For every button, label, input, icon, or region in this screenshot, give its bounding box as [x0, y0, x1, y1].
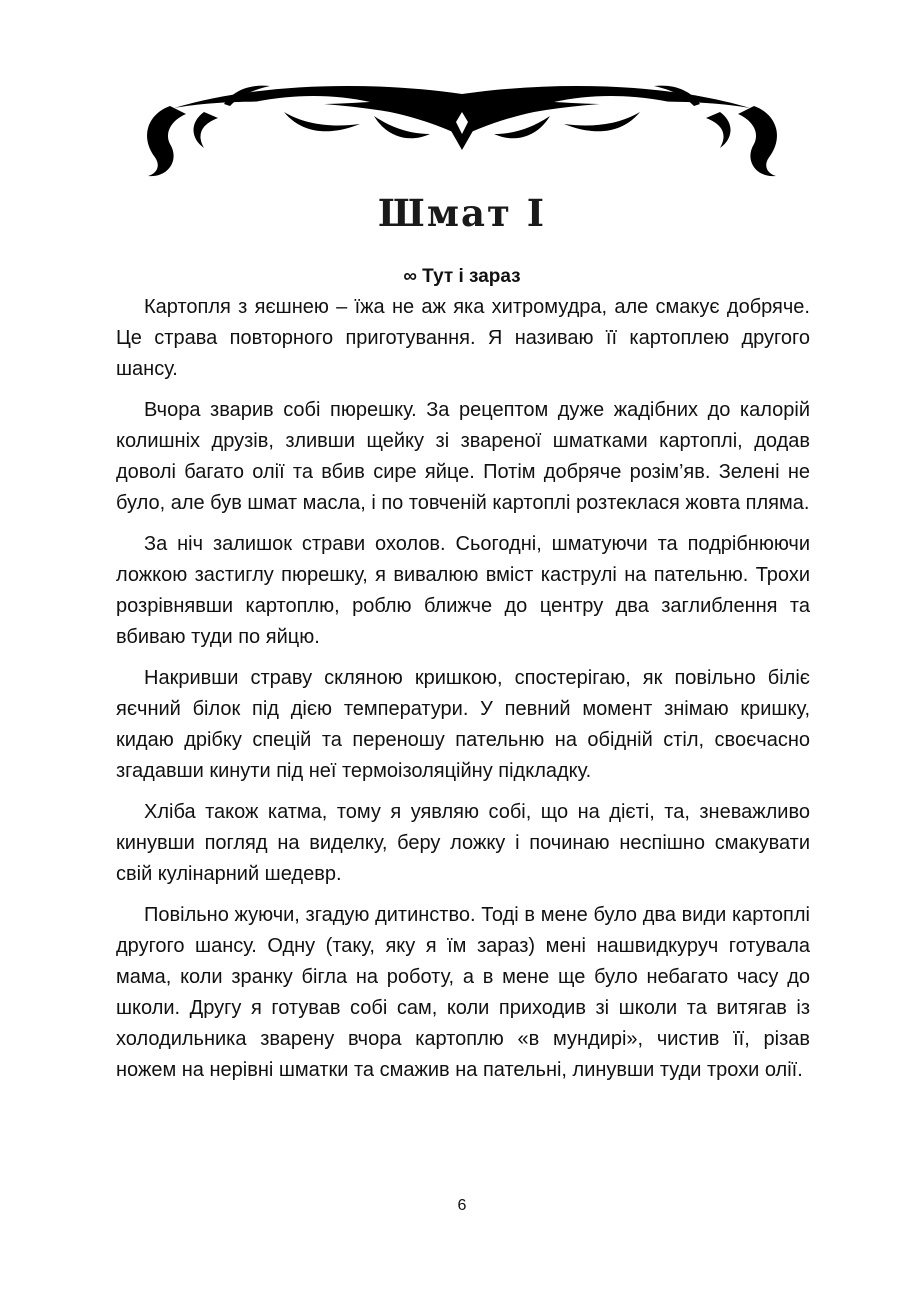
- chapter-title: Шмат I: [377, 191, 547, 235]
- section-heading: ∞ Тут і зараз: [403, 266, 521, 287]
- page-number: 6: [457, 1197, 467, 1214]
- paragraph: Накривши страву скляною кришкою, спостерігаю, як повільно біліє яєчний білок під дією температури. У певний момент знімаю кришку, кидаю дрібку спецій та переношу пательню на обідній стіл, своєчасно згадавши кинути під неї термоізоляційну підкладку.: [116, 667, 810, 782]
- tribal-header-ornament-icon: [134, 78, 790, 178]
- paragraph: Повільно жуючи, згадую дитинство. Тоді в мене було два види картоплі другого шансу. Одну (таку, яку я їм зараз) мені нашвидкуруч готувала мама, коли зранку бігла на роботу, а в мене ще було небагато часу до школи. Другу я готував собі сам, коли приходив зі школи та витягав із холодильника зварену вчора картоплю «в мундирі», чистив її, різав ножем на нерівні шматки та смажив на пательні, линувши туди трохи олії.: [116, 904, 810, 1081]
- body-text: [116, 292, 810, 1096]
- paragraph: Хліба також катма, тому я уявляю собі, що на дієті, та, зневажливо кинувши погляд на виделку, беру ложку і починаю неспішно смакувати свій кулінарний шедевр.: [116, 801, 810, 885]
- paragraph: Картопля з яєшнею – їжа не аж яка хитромудра, але смакує добряче. Це страва повторного приготування. Я називаю її картоплею другого шансу.: [116, 296, 810, 380]
- paragraph: Вчора зварив собі пюрешку. За рецептом дуже жадібних до калорій колишніх друзів, зливши щейку зі звареної шматками картоплі, додав доволі багато олії та вбив сире яйце. Потім добряче розім’яв. Зелені не було, але був шмат масла, і по товченій картоплі розтеклася жовта пляма.: [116, 399, 810, 514]
- paragraph: За ніч залишок страви охолов. Сьогодні, шматуючи та подрібнюючи ложкою застиглу пюрешку, я вивалюю вміст каструлі на пательню. Трохи розрівнявши картоплю, роблю ближче до центру два заглиблення та вбиваю туди по яйцю.: [116, 533, 810, 648]
